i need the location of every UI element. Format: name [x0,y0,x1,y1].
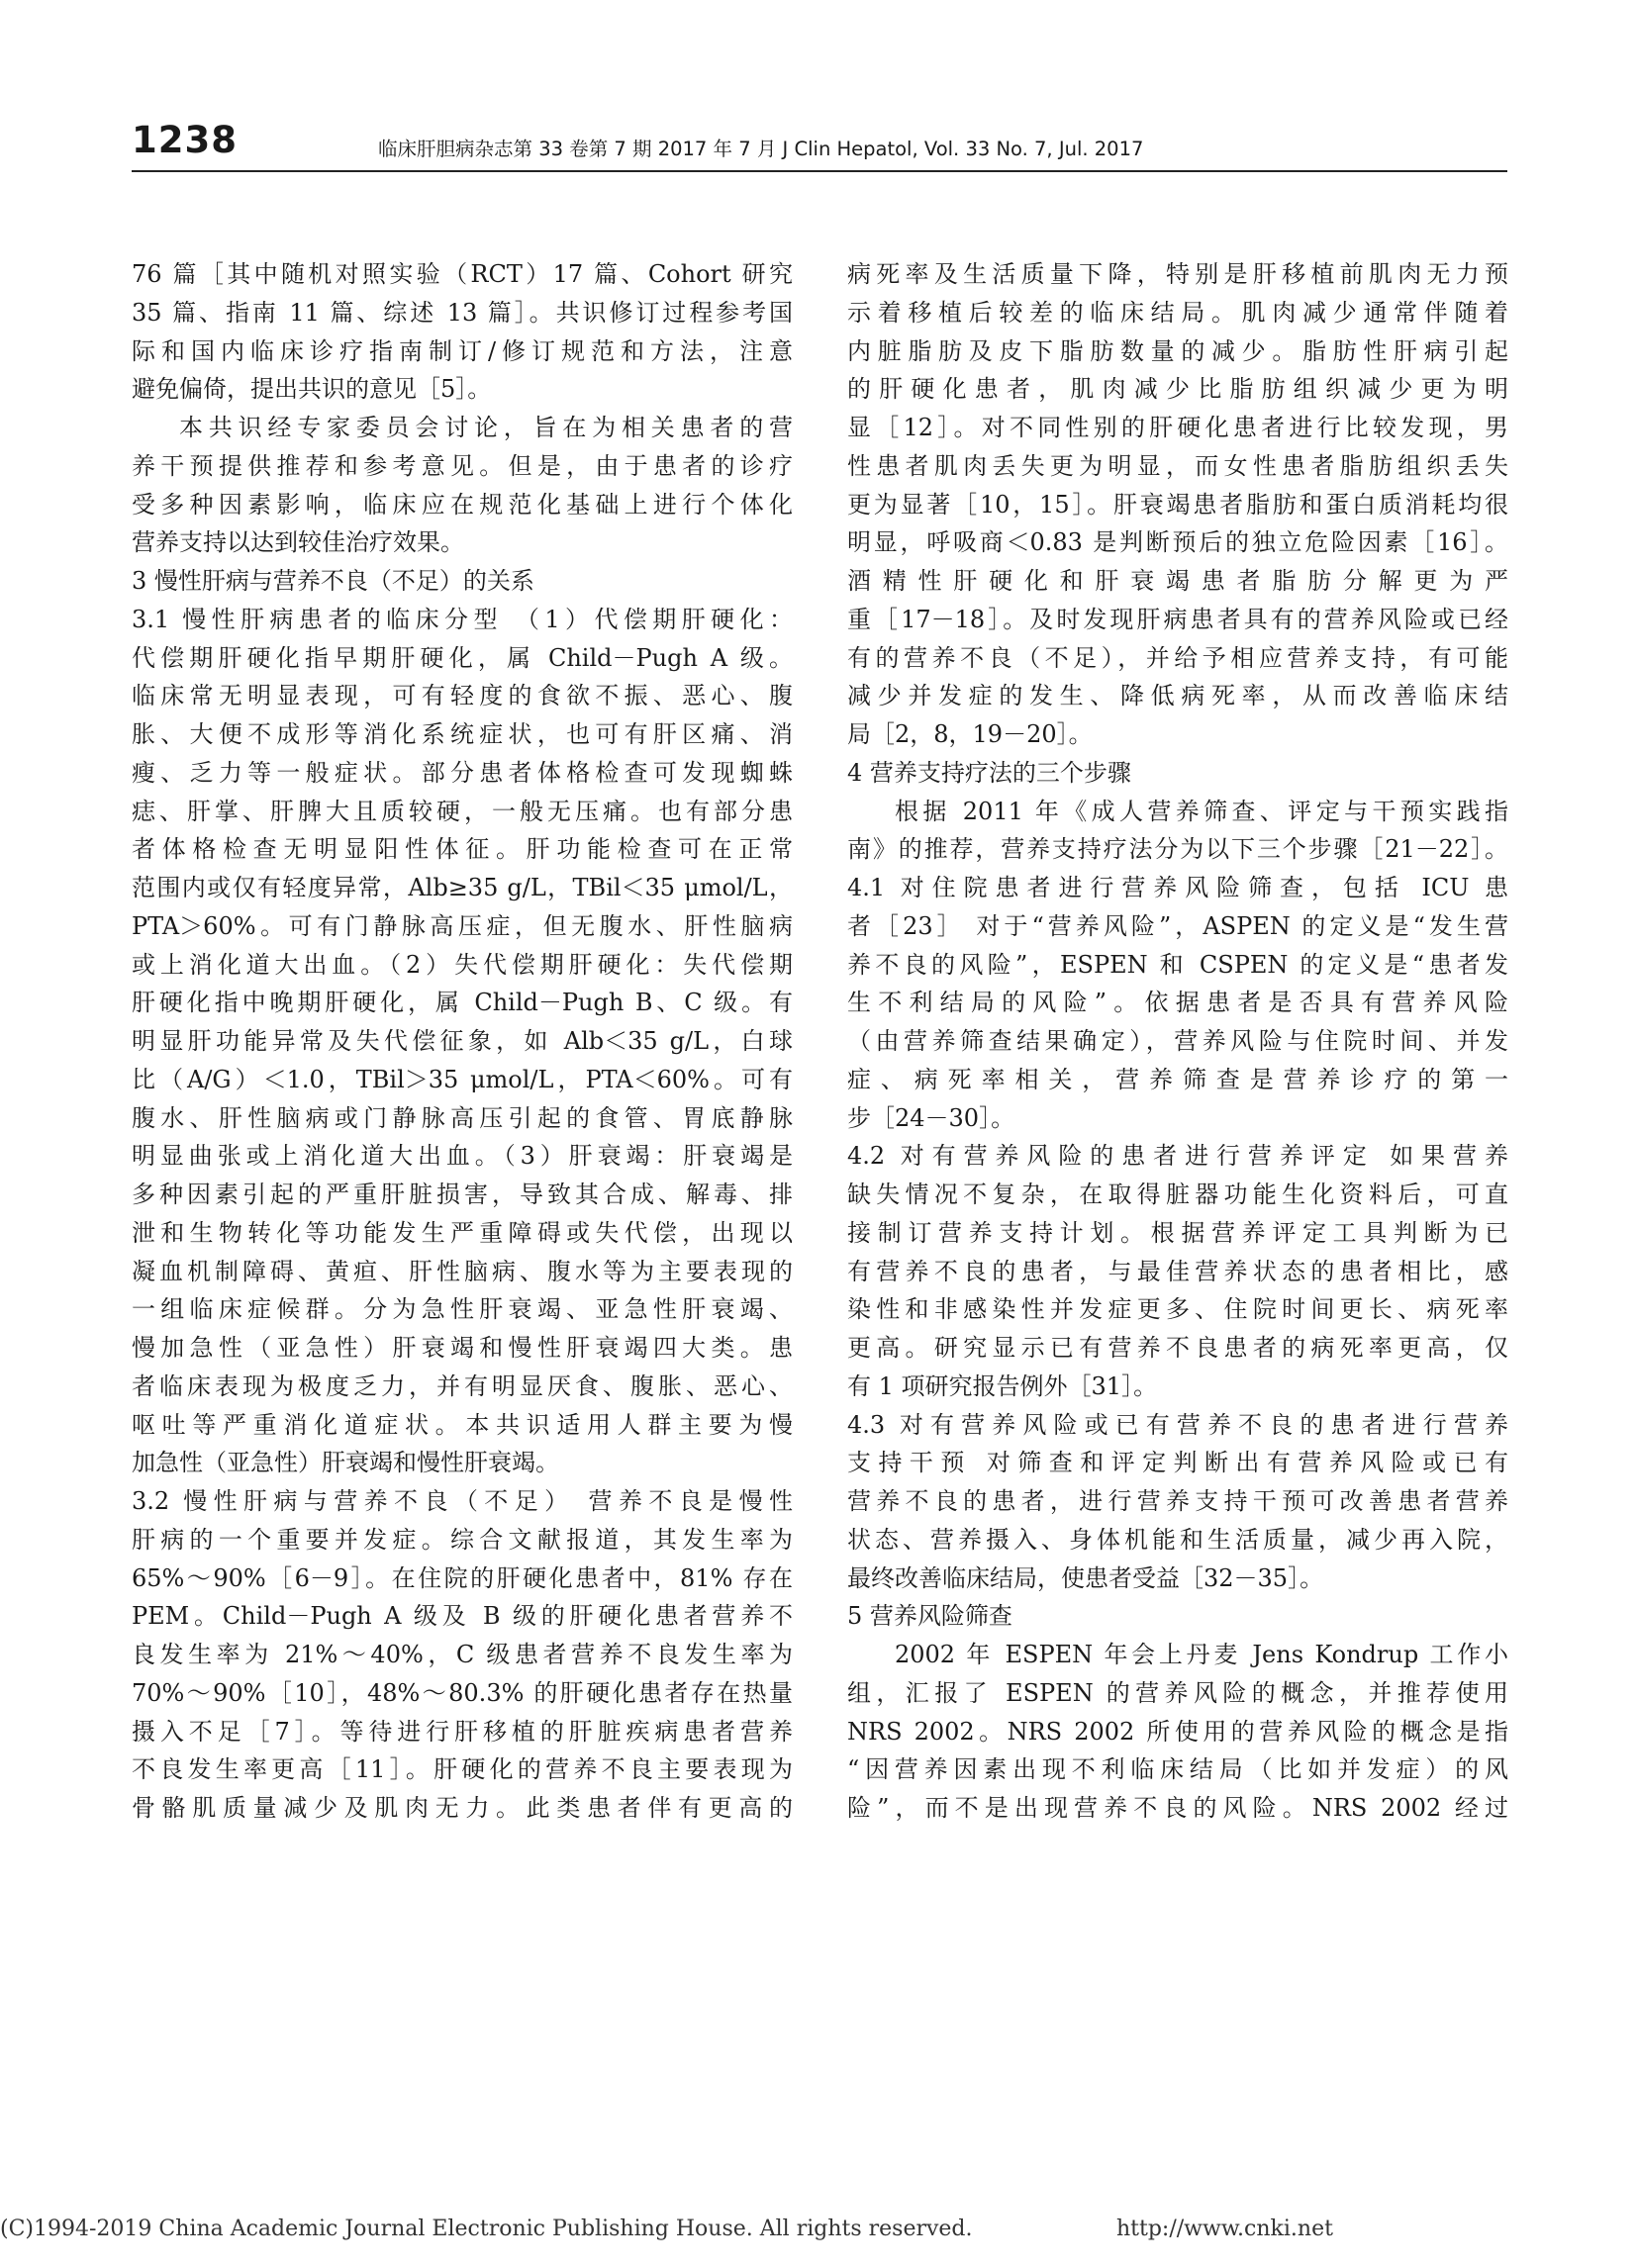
text-line: 染性和非感染性并发症更多、住院时间更长、病死率 [847,1295,1508,1324]
text-line: 明显曲张或上消化道大出血。（3）肝衰竭：肝衰竭是 [132,1142,793,1171]
text-line: 接制订营养支持计划。根据营养评定工具判断为已 [847,1218,1508,1247]
text-line: 胀、大便不成形等消化系统症状，也可有肝区痛、消 [132,720,793,748]
section-heading: 5 营养风险筛查 [847,1602,1012,1631]
text-line: 病死率及生活质量下降，特别是肝移植前肌肉无力预 [847,260,1508,288]
page-header [132,117,1507,172]
subsection-heading: 3.1 慢性肝病患者的临床分型 （1）代偿期肝硬化： [132,605,793,633]
text-line: 凝血机制障碍、黄疸、肝性脑病、腹水等为主要表现的 [132,1257,793,1285]
text-line: 腹水、肝性脑病或门静脉高压引起的食管、胃底静脉 [132,1103,793,1132]
text-line: 最终改善临床结局，使患者受益［32－35］。 [847,1563,1324,1592]
text-line: 瘦、乏力等一般症状。部分患者体格检查可发现蜘蛛 [132,758,793,787]
text-line: 营养不良的患者，进行营养支持干预可改善患者营养 [847,1487,1508,1515]
text-line: 酒精性肝硬化和肝衰竭患者脂肪分解更为严 [847,567,1508,595]
text-line: 示着移植后较差的临床结局。肌肉减少通常伴随着 [847,298,1508,327]
running-title: 临床肝胆病杂志第 33 卷第 7 期 2017 年 7 月 J Clin Hepatol, Vol. 33 No. 7, Jul. 2017 [378,138,1144,160]
text-line: 重［17－18］。及时发现肝病患者具有的营养风险或已经 [847,605,1508,633]
text-line: 更高。研究显示已有营养不良患者的病死率更高，仅 [847,1334,1508,1362]
text-line: “因营养因素出现不利临床结局（比如并发症）的风 [847,1755,1508,1784]
text-line: 70%～90%［10］，48%～80.3% 的肝硬化患者存在热量 [132,1678,793,1707]
text-line: NRS 2002。NRS 2002 所使用的营养风险的概念是指 [847,1717,1508,1746]
text-line: 者［23］ 对于“营养风险”，ASPEN 的定义是“发生营 [847,911,1508,940]
text-line: 有的营养不良（不足），并给予相应营养支持，有可能 [847,643,1508,672]
copyright-notice: (C)1994-2019 China Academic Journal Electronic Publishing House. All rights reserved. [0,2217,973,2241]
text-line: 65%～90%［6－9］。在住院的肝硬化患者中，81% 存在 [132,1563,793,1592]
text-line: 南》的推荐，营养支持疗法分为以下三个步骤［21－22］。 [847,835,1508,864]
text-line: 不良发生率更高［11］。肝硬化的营养不良主要表现为 [132,1755,793,1784]
left-column [132,255,793,1828]
publisher-url: http://www.cnki.net [1116,2217,1333,2241]
text-line: 明显，呼吸商＜0.83 是判断预后的独立危险因素［16］。 [847,528,1508,557]
text-line: 多种因素引起的严重肝脏损害，导致其合成、解毒、排 [132,1181,793,1208]
text-line: 本共识经专家委员会讨论，旨在为相关患者的营 [179,414,793,441]
text-line: 一组临床症候群。分为急性肝衰竭、亚急性肝衰竭、 [132,1295,793,1324]
text-line: 摄入不足［7］。等待进行肝移植的肝脏疾病患者营养 [132,1717,793,1746]
text-line: 良发生率为 21%～40%，C 级患者营养不良发生率为 [132,1641,793,1668]
section-heading: 4 营养支持疗法的三个步骤 [847,758,1131,787]
text-line: 受多种因素影响，临床应在规范化基础上进行个体化 [132,490,793,519]
text-line: 临床常无明显表现，可有轻度的食欲不振、恶心、腹 [132,682,793,710]
text-line: 根据 2011 年《成人营养筛查、评定与干预实践指 [895,797,1508,825]
text-line: 骨骼肌质量减少及肌肉无力。此类患者伴有更高的 [132,1794,793,1822]
text-line: 痣、肝掌、肝脾大且质较硬，一般无压痛。也有部分患 [132,797,793,825]
text-line: 症、病死率相关，营养筛查是营养诊疗的第一 [847,1065,1508,1093]
section-heading: 3 慢性肝病与营养不良（不足）的关系 [132,567,534,595]
subsection-heading: 4.1 对住院患者进行营养风险筛查，包括 ICU 患 [847,874,1508,901]
text-line: 避免偏倚，提出共识的意见［5］。 [132,375,492,404]
text-line: 的肝硬化患者，肌肉减少比脂肪组织减少更为明 [847,375,1508,404]
text-line: PEM。Child－Pugh A 级及 B 级的肝硬化患者营养不 [132,1602,793,1631]
text-line: 减少并发症的发生、降低病死率，从而改善临床结 [847,682,1508,710]
text-line: 肝病的一个重要并发症。综合文献报道，其发生率为 [132,1525,793,1554]
text-line: 状态、营养摄入、身体机能和生活质量，减少再入院， [847,1525,1508,1554]
text-line: 泄和生物转化等功能发生严重障碍或失代偿，出现以 [132,1218,793,1247]
text-line: 内脏脂肪及皮下脂肪数量的减少。脂肪性肝病引起 [847,336,1508,365]
text-line: 范围内或仅有轻度异常，Alb≥35 g/L，TBil＜35 μmol/L， [132,874,793,901]
page-number: 1238 [132,119,238,161]
text-line: 慢加急性（亚急性）肝衰竭和慢性肝衰竭四大类。患 [132,1334,793,1362]
text-line: 或上消化道大出血。（2）失代偿期肝硬化：失代偿期 [132,950,793,979]
text-line: 更为显著［10，15］。肝衰竭患者脂肪和蛋白质消耗均很 [847,490,1508,519]
text-line: 险”，而不是出现营养不良的风险。NRS 2002 经过 [847,1794,1508,1822]
text-line: 显［12］。对不同性别的肝硬化患者进行比较发现，男 [847,414,1508,441]
text-line: 组，汇报了 ESPEN 的营养风险的概念，并推荐使用 [847,1678,1508,1707]
text-line: 加急性（亚急性）肝衰竭和慢性肝衰竭。 [132,1449,559,1477]
text-line: 养不良的风险”，ESPEN 和 CSPEN 的定义是“患者发 [847,950,1508,979]
text-line: 肝硬化指中晚期肝硬化，属 Child－Pugh B、C 级。有 [132,989,793,1017]
text-line: 者体格检查无明显阳性体征。肝功能检查可在正常 [132,835,793,864]
text-line: 呕吐等严重消化道症状。本共识适用人群主要为慢 [132,1410,793,1439]
text-line: 际和国内临床诊疗指南制订/修订规范和方法，注意 [132,336,793,365]
right-column [847,255,1508,1828]
text-line: 比（A/G）＜1.0，TBil＞35 μmol/L，PTA＜60%。可有 [132,1065,793,1093]
text-line: 养干预提供推荐和参考意见。但是，由于患者的诊疗 [132,451,793,480]
text-line: 支持干预 对筛查和评定判断出有营养风险或已有 [847,1449,1508,1477]
subsection-heading: 4.2 对有营养风险的患者进行营养评定 如果营养 [847,1142,1508,1171]
text-line: 代偿期肝硬化指早期肝硬化，属 Child－Pugh A 级。 [132,643,793,672]
text-line: 76 篇［其中随机对照实验（RCT）17 篇、Cohort 研究 [132,260,793,288]
text-line: 生不利结局的风险”。依据患者是否具有营养风险 [847,989,1508,1017]
text-line: 性患者肌肉丢失更为明显，而女性患者脂肪组织丢失 [847,451,1508,480]
subsection-heading: 4.3 对有营养风险或已有营养不良的患者进行营养 [847,1410,1508,1439]
text-line: 有 1 项研究报告例外［31］。 [847,1371,1158,1400]
text-line: （由营养筛查结果确定），营养风险与住院时间、并发 [847,1027,1508,1055]
text-line: 2002 年 ESPEN 年会上丹麦 Jens Kondrup 工作小 [895,1641,1508,1668]
text-line: 步［24－30］。 [847,1103,1015,1132]
subsection-heading: 3.2 慢性肝病与营养不良（不足） 营养不良是慢性 [132,1487,793,1515]
text-line: 者临床表现为极度乏力，并有明显厌食、腹胀、恶心、 [132,1371,793,1400]
text-line: 营养支持以达到较佳治疗效果。 [132,528,464,557]
text-line: PTA＞60%。可有门静脉高压症，但无腹水、肝性脑病 [132,911,793,940]
text-line: 缺失情况不复杂，在取得脏器功能生化资料后，可直 [847,1181,1508,1208]
text-line: 局［2，8，19－20］。 [847,720,1093,748]
text-line: 有营养不良的患者，与最佳营养状态的患者相比，感 [847,1257,1508,1285]
text-line: 明显肝功能异常及失代偿征象，如 Alb＜35 g/L，白球 [132,1027,793,1055]
text-line: 35 篇、指南 11 篇、综述 13 篇］。共识修订过程参考国 [132,298,793,327]
